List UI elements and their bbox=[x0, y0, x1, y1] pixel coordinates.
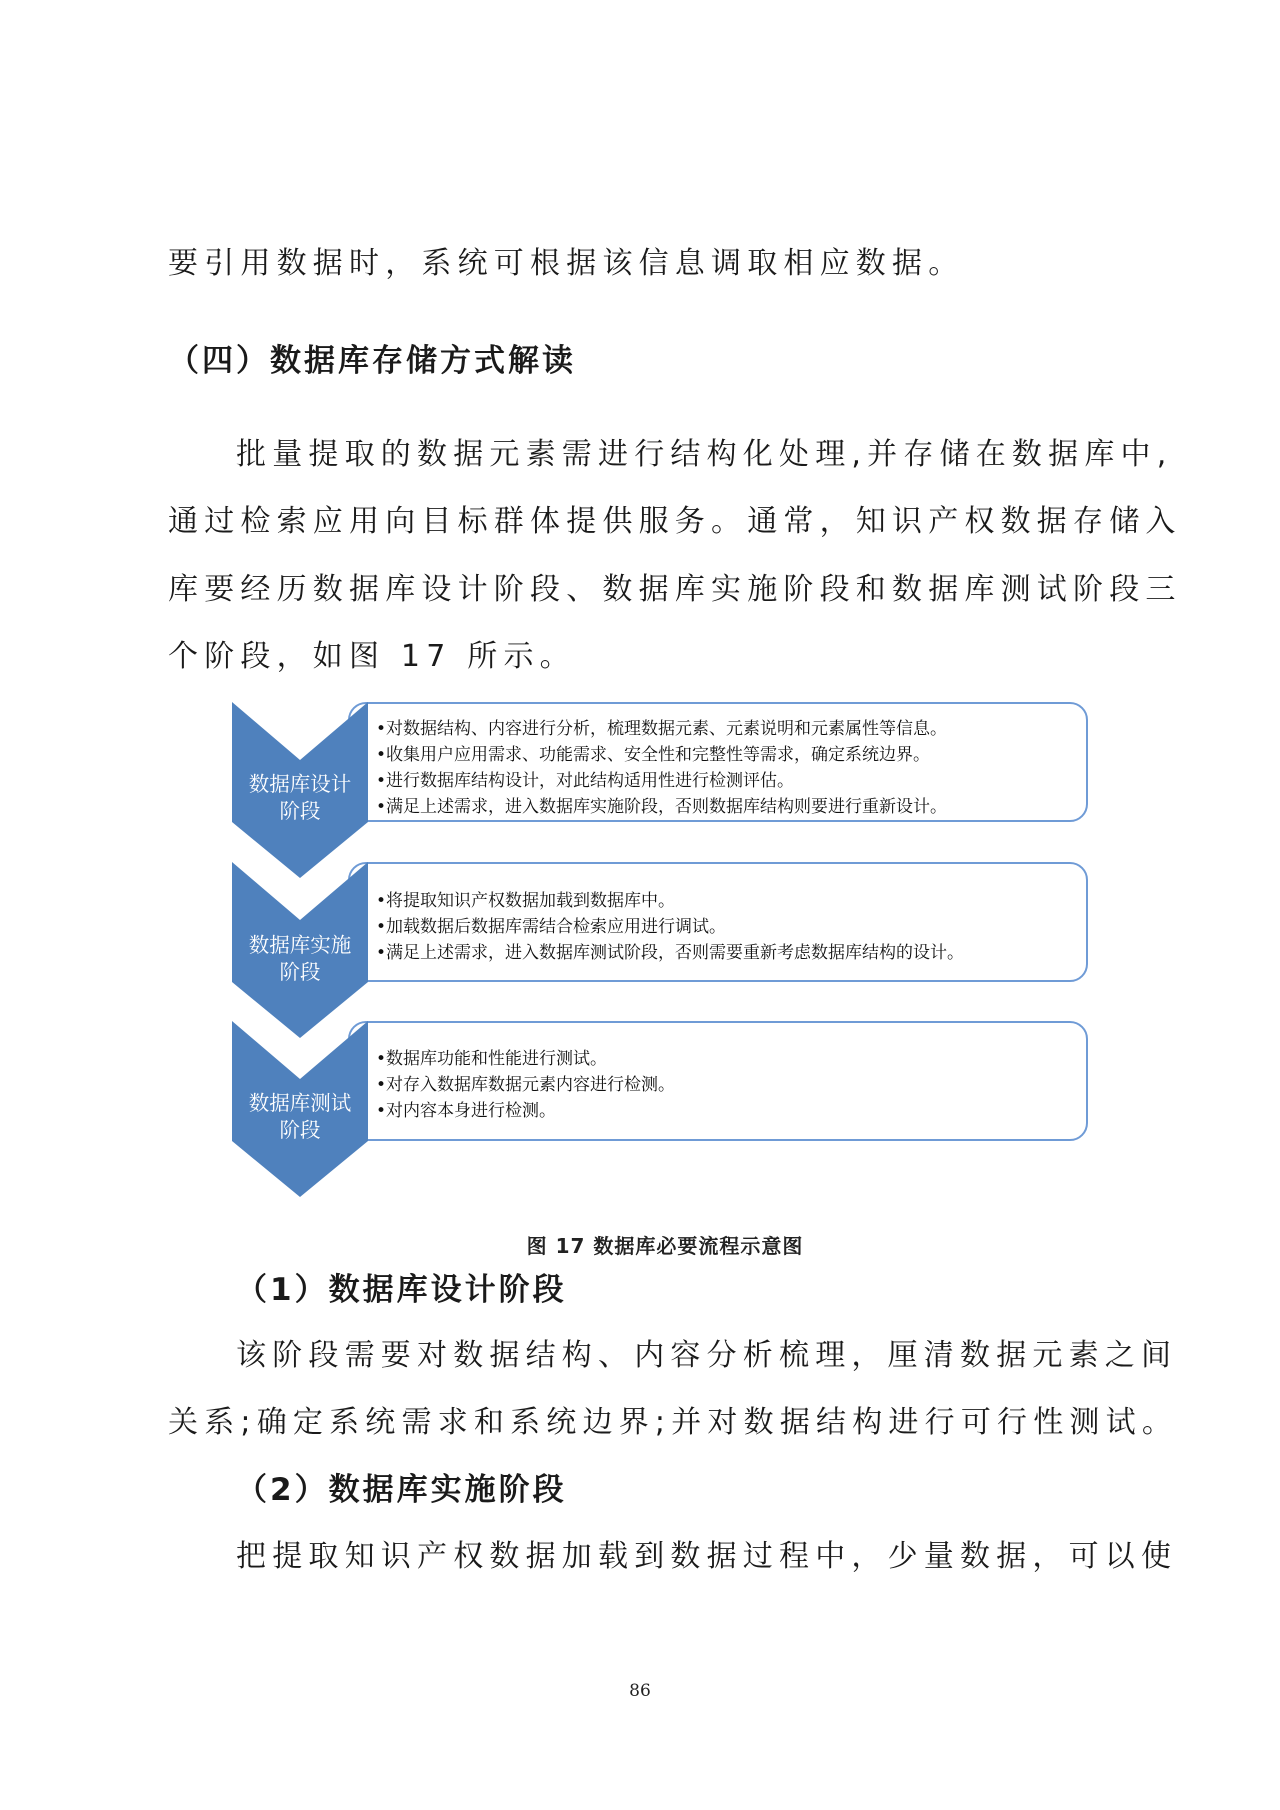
stage-label-line: 阶段 bbox=[279, 960, 321, 984]
stage-implement-label bbox=[234, 932, 366, 986]
bullet-item: •收集用户应用需求、功能需求、安全性和完整性等需求，确定系统边界。 bbox=[376, 745, 931, 765]
stage-implement-bullets bbox=[350, 864, 1086, 966]
stage-test-label bbox=[234, 1090, 366, 1144]
figure-caption: 图 17 数据库必要流程示意图 bbox=[526, 1234, 804, 1258]
page-number: 86 bbox=[629, 1681, 651, 1701]
stage-design-box bbox=[348, 702, 1088, 822]
stage-test-bullets bbox=[350, 1023, 1086, 1124]
bullet-item: •数据库功能和性能进行测试。 bbox=[376, 1049, 608, 1069]
stage-label-line: 数据库实施 bbox=[248, 933, 352, 957]
stage-label-line: 阶段 bbox=[279, 799, 321, 823]
bullet-item: •对内容本身进行检测。 bbox=[376, 1101, 557, 1121]
bullet-item: •将提取知识产权数据加载到数据库中。 bbox=[376, 891, 676, 911]
paragraph-line: 库要经历数据库设计阶段、数据库实施阶段和数据库测试阶段三 bbox=[168, 572, 1182, 607]
paragraph-line: 该阶段需要对数据结构、内容分析梳理，厘清数据元素之间 bbox=[236, 1338, 1178, 1373]
intro-tail-line: 要引用数据时，系统可根据该信息调取相应数据。 bbox=[168, 246, 965, 281]
paragraph-line: 通过检索应用向目标群体提供服务。通常，知识产权数据存储入 bbox=[168, 504, 1182, 539]
stage-label-line: 数据库设计 bbox=[248, 772, 352, 796]
stage-design-label bbox=[234, 771, 366, 825]
section-title: （四）数据库存储方式解读 bbox=[168, 343, 576, 379]
stage-label-line: 数据库测试 bbox=[248, 1091, 352, 1115]
stage-design-bullets bbox=[350, 704, 1086, 820]
bullet-item: •对存入数据库数据元素内容进行检测。 bbox=[376, 1075, 676, 1095]
bullet-item: •加载数据后数据库需结合检索应用进行调试。 bbox=[376, 917, 727, 937]
stage-implement-box bbox=[348, 862, 1088, 982]
bullet-item: •进行数据库结构设计，对此结构适用性进行检测评估。 bbox=[376, 771, 795, 791]
subsection-design-title: （1）数据库设计阶段 bbox=[236, 1272, 567, 1308]
paragraph-line: 关系;确定系统需求和系统边界;并对数据结构进行可行性测试。 bbox=[168, 1405, 1179, 1440]
subsection-implement-title: （2）数据库实施阶段 bbox=[236, 1472, 567, 1508]
bullet-item: •满足上述需求，进入数据库测试阶段，否则需要重新考虑数据库结构的设计。 bbox=[376, 943, 965, 963]
bullet-item: •对数据结构、内容进行分析，梳理数据元素、元素说明和元素属性等信息。 bbox=[376, 719, 948, 739]
bullet-item: •满足上述需求，进入数据库实施阶段，否则数据库结构则要进行重新设计。 bbox=[376, 797, 948, 817]
stage-test-box bbox=[348, 1021, 1088, 1141]
stage-label-line: 阶段 bbox=[279, 1118, 321, 1142]
paragraph-line: 批量提取的数据元素需进行结构化处理,并存储在数据库中, bbox=[236, 437, 1173, 472]
paragraph-line: 个阶段，如图 17 所示。 bbox=[168, 639, 576, 674]
paragraph-line: 把提取知识产权数据加载到数据过程中，少量数据，可以使 bbox=[236, 1539, 1178, 1574]
